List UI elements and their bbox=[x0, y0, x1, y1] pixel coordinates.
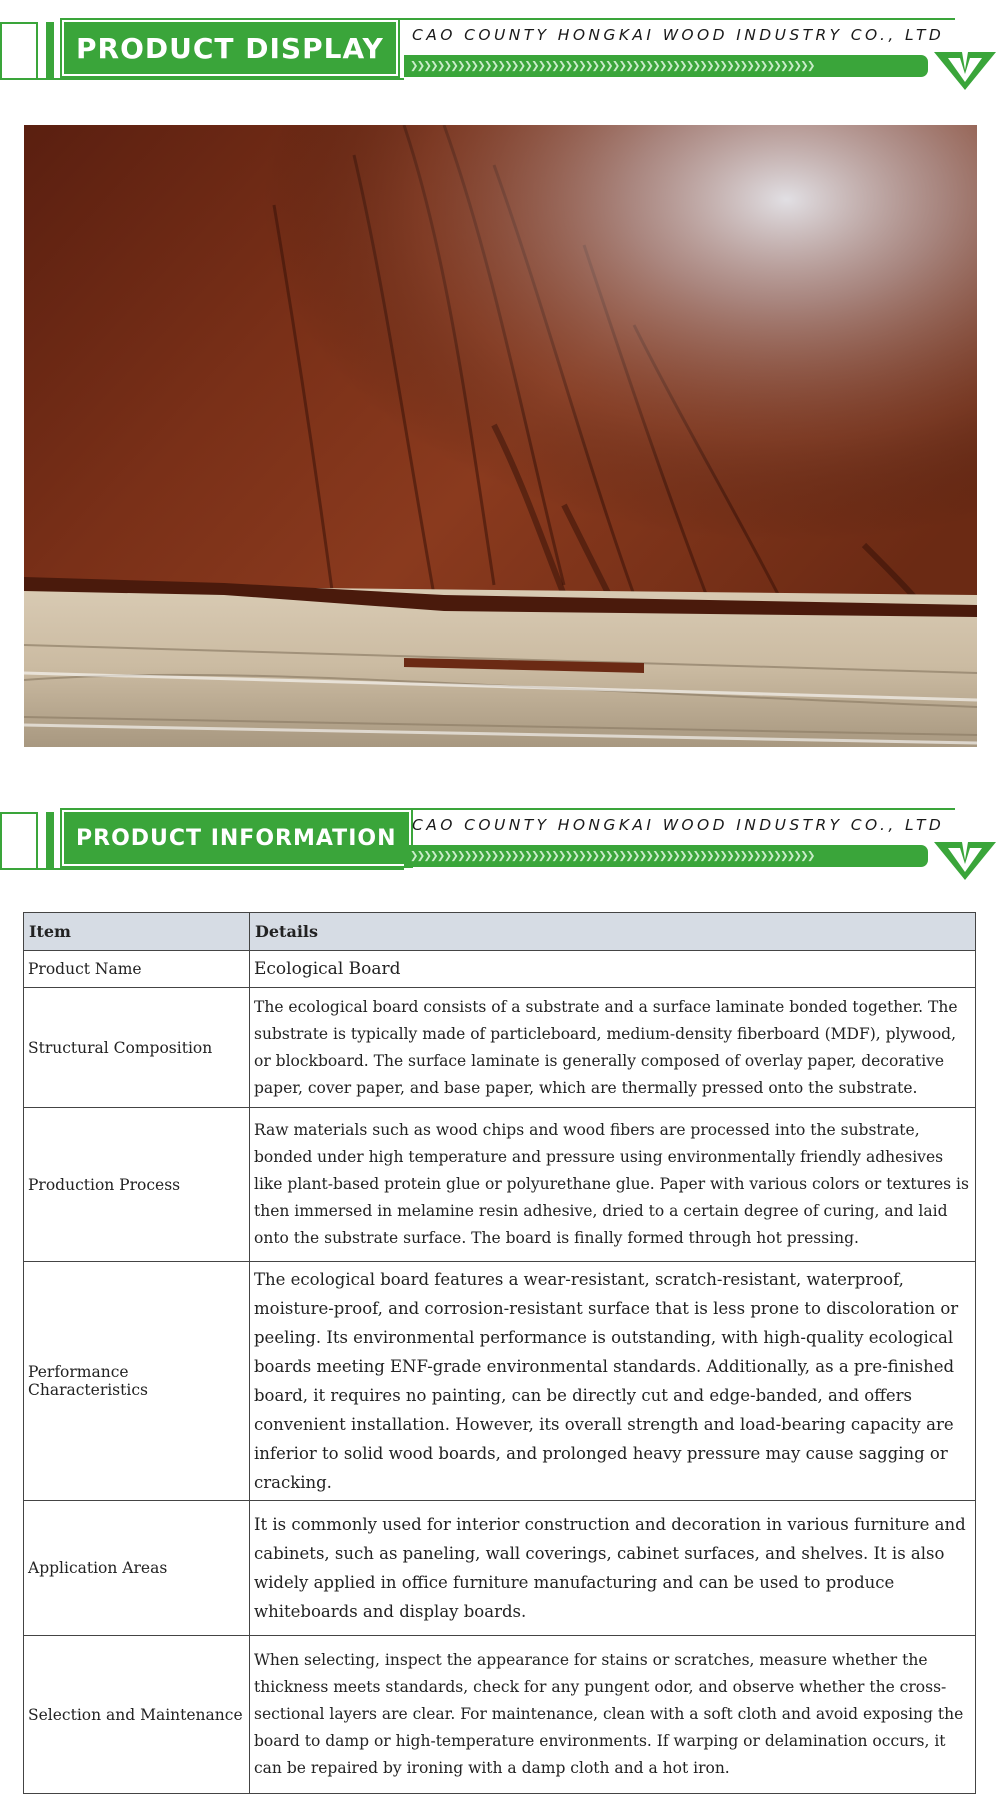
column-header-details: Details bbox=[250, 913, 976, 951]
banner-deco-bar bbox=[46, 22, 54, 80]
table-row bbox=[24, 988, 976, 1108]
product-display-banner bbox=[0, 0, 1000, 100]
table-row bbox=[24, 1636, 976, 1794]
company-name: CAO COUNTY HONGKAI WOOD INDUSTRY CO., LTD bbox=[412, 26, 945, 44]
banner-divider bbox=[395, 808, 955, 810]
wood-board-photo bbox=[24, 125, 977, 747]
chevron-strip bbox=[404, 845, 928, 867]
product-information-banner bbox=[0, 790, 1000, 890]
banner-divider bbox=[0, 868, 404, 870]
check-icon bbox=[932, 48, 998, 94]
section-title: PRODUCT INFORMATION bbox=[64, 812, 409, 864]
product-info-table bbox=[23, 912, 976, 1794]
product-photo bbox=[24, 125, 977, 747]
banner-divider bbox=[395, 18, 955, 20]
row-details: The ecological board features a wear-resistant, scratch-resistant, waterproof, moisture-proof, and corrosion-resistant surface that is less prone to discoloration or peeling. Its environmental performance is outstanding, with high-quality ecological boards meeting ENF-grade environmental standards. Additionally, as a pre-finished board, it requires no painting, can be directly cut and edge-banded, and offers convenient installation. However, its overall strength and load-bearing capacity are inferior to solid wood boards, and prolonged heavy pressure may cause sagging or cracking. bbox=[250, 1262, 976, 1501]
row-item-label: Performance Characteristics bbox=[24, 1262, 250, 1501]
table-row bbox=[24, 1262, 976, 1501]
chevron-pattern: ❯❯❯❯❯❯❯❯❯❯❯❯❯❯❯❯❯❯❯❯❯❯❯❯❯❯❯❯❯❯❯❯❯❯❯❯❯❯❯❯❯❯❯❯❯❯❯❯❯❯❯❯❯❯❯❯❯❯❯❯ bbox=[410, 848, 814, 864]
section-title: PRODUCT DISPLAY bbox=[64, 22, 396, 74]
row-details: It is commonly used for interior construction and decoration in various furniture and cabinets, such as paneling, wall coverings, cabinet surfaces, and shelves. It is also widely applied in office furniture manufacturing and can be used to produce whiteboards and display boards. bbox=[250, 1501, 976, 1636]
chevron-pattern: ❯❯❯❯❯❯❯❯❯❯❯❯❯❯❯❯❯❯❯❯❯❯❯❯❯❯❯❯❯❯❯❯❯❯❯❯❯❯❯❯❯❯❯❯❯❯❯❯❯❯❯❯❯❯❯❯❯❯❯❯ bbox=[410, 58, 814, 74]
table-row bbox=[24, 1108, 976, 1262]
row-details: The ecological board consists of a substrate and a surface laminate bonded together. The substrate is typically made of particleboard, medium-density fiberboard (MDF), plywood, or blockboard. The surface laminate is generally composed of overlay paper, decorative paper, cover paper, and base paper, which are thermally pressed onto the substrate. bbox=[250, 988, 976, 1108]
banner-divider bbox=[0, 78, 404, 80]
banner-deco-outline bbox=[0, 22, 38, 80]
banner-deco-outline bbox=[0, 812, 38, 870]
row-item-label: Product Name bbox=[24, 951, 250, 988]
row-item-label: Production Process bbox=[24, 1108, 250, 1262]
table-header-row bbox=[24, 913, 976, 951]
banner-deco-bar bbox=[46, 812, 54, 870]
company-name: CAO COUNTY HONGKAI WOOD INDUSTRY CO., LTD bbox=[412, 816, 945, 834]
chevron-strip bbox=[404, 55, 928, 77]
check-icon bbox=[932, 838, 998, 884]
row-details: Ecological Board bbox=[250, 951, 976, 988]
table-row bbox=[24, 951, 976, 988]
row-details: Raw materials such as wood chips and wood fibers are processed into the substrate, bonded under high temperature and pressure using environmentally friendly adhesives like plant-based protein glue or polyurethane glue. Paper with various colors or textures is then immersed in melamine resin adhesive, dried to a certain degree of curing, and laid onto the substrate surface. The board is finally formed through hot pressing. bbox=[250, 1108, 976, 1262]
column-header-item: Item bbox=[24, 913, 250, 951]
row-item-label: Selection and Maintenance bbox=[24, 1636, 250, 1794]
row-item-label: Structural Composition bbox=[24, 988, 250, 1108]
row-details: When selecting, inspect the appearance for stains or scratches, measure whether the thickness meets standards, check for any pungent odor, and observe whether the cross-sectional layers are clear. For maintenance, clean with a soft cloth and avoid exposing the board to damp or high-temperature environments. If warping or delamination occurs, it can be repaired by ironing with a damp cloth and a hot iron. bbox=[250, 1636, 976, 1794]
row-item-label: Application Areas bbox=[24, 1501, 250, 1636]
table-row bbox=[24, 1501, 976, 1636]
